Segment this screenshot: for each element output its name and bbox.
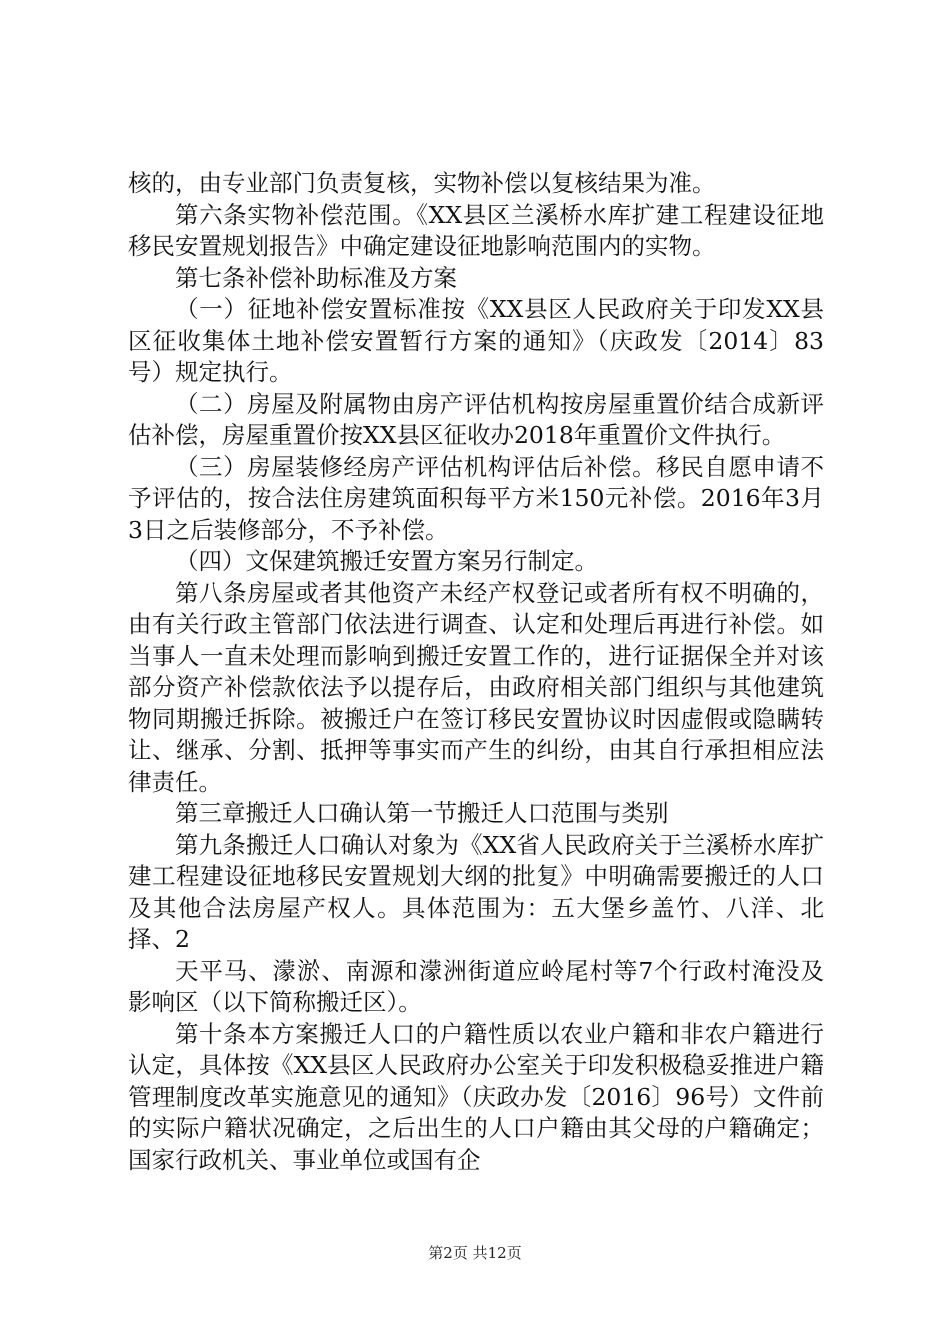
page-footer: [0, 1243, 950, 1263]
paragraph-article-10: 第十条本方案搬迁人口的户籍性质以农业户籍和非农户籍进行认定，具体按《XX县区人民政府办公室关于印发积极稳妥推进户籍管理制度改革实施意见的通知》（庆政办发〔2016〕96号）文件前的实际户籍状况确定，之后出生的人口户籍由其父母的户籍确定；国家行政机关、事业单位或国有企: [128, 1019, 824, 1174]
page-number-label: 第2页 共12页: [428, 1244, 522, 1262]
paragraph-item-2: （二）房屋及附属物由房产评估机构按房屋重置价结合成新评估补偿，房屋重置价按XX县区征收办2018年重置价文件执行。: [128, 389, 824, 449]
paragraph-article-7-heading: 第七条补偿补助标准及方案: [175, 263, 457, 292]
chapter-3-heading: 第三章搬迁人口确认第一节搬迁人口范围与类别: [175, 799, 669, 827]
paragraph-article-6: 第六条实物补偿范围。《XX县区兰溪桥水库扩建工程建设征地移民安置规划报告》中确定建设征地影响范围内的实物。: [128, 200, 824, 260]
paragraph-continuation: 核的，由专业部门负责复核，实物补偿以复核结果为准。: [128, 169, 716, 197]
paragraph-article-9-continued: 天平马、濛淤、南源和濛洲街道应岭尾村等7个行政村淹没及影响区（以下简称搬迁区）。: [128, 956, 824, 1016]
paragraph-item-3: （三）房屋装修经房产评估机构评估后补偿。移民自愿申请不予评估的，按合法住房建筑面积每平方米150元补偿。2016年3月3日之后装修部分，不予补偿。: [128, 452, 824, 544]
paragraph-item-4: （四）文保建筑搬迁安置方案另行制定。: [175, 547, 598, 575]
document-body: [128, 168, 824, 1176]
paragraph-item-1: （一）征地补偿安置标准按《XX县区人民政府关于印发XX县区征收集体土地补偿安置暂行方案的通知》（庆政发〔2014〕83号）规定执行。: [128, 295, 824, 386]
paragraph-article-8: 第八条房屋或者其他资产未经产权登记或者所有权不明确的，由有关行政主管部门依法进行调查、认定和处理后再进行补偿。如当事人一直未处理而影响到搬迁安置工作的，进行证据保全并对该部分资产补偿款依法予以提存后，由政府相关部门组织与其他建筑物同期搬迁拆除。被搬迁户在签订移民安置协议时因虚假或隐瞒转让、继承、分割、抵押等事实而产生的纠纷，由其自行承担相应法律责任。: [128, 578, 824, 796]
paragraph-article-9: 第九条搬迁人口确认对象为《XX省人民政府关于兰溪桥水库扩建工程建设征地移民安置规划大纲的批复》中明确需要搬迁的人口及其他合法房屋产权人。具体范围为：五大堡乡盖竹、八洋、北择、2: [128, 830, 824, 953]
